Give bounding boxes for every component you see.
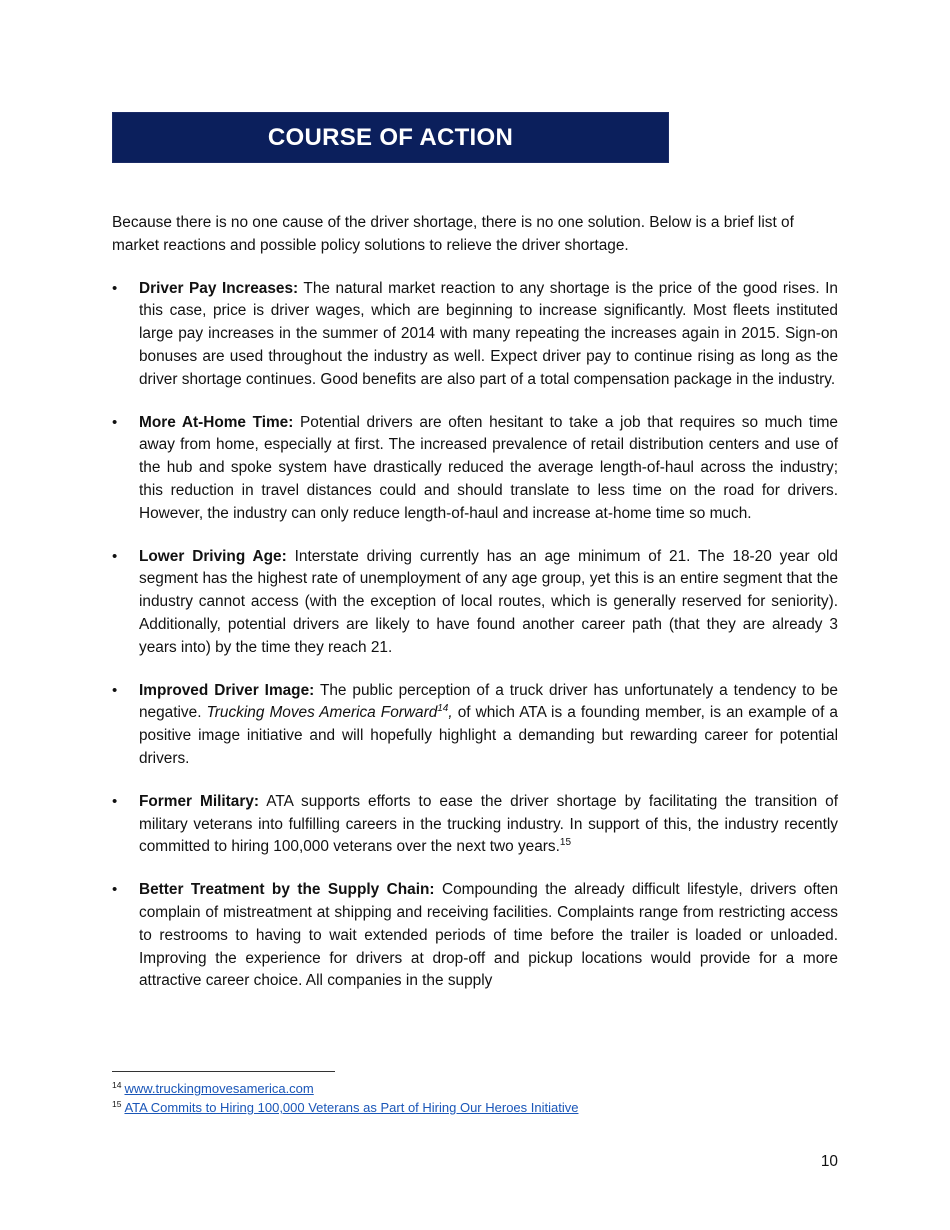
bullet-icon: • — [112, 413, 118, 431]
bullet-text: Interstate driving currently has an age minimum of 21. The 18-20 year old segment has the highest rate of unemployment of any age group, yet this is an entire segment that the industry cannot access (with the exception of local routes, which is generally reserved for seniority). Additionally, potential drivers are likely to have found another career path (that they are already 3 years into) by the time they reach 21. — [139, 547, 838, 656]
section-header-banner — [112, 112, 669, 163]
footnote-divider — [112, 1071, 335, 1072]
bullet-item-former-military — [112, 791, 838, 859]
bullet-item-driver-pay — [112, 278, 838, 392]
bullet-title: Better Treatment by the Supply Chain: — [139, 881, 435, 899]
italic-comma: , — [448, 704, 453, 722]
bullet-text: Potential drivers are often hesitant to take a job that requires so much time away from home, especially at first. The increased prevalence of retail distribution centers and use of the hub and spoke system have drastically reduced the average length-of-haul across the industry; this reduction in travel distances could and should translate to less time on the road for drivers. However, the industry can only reduce length-of-haul and increase at-home time so much. — [139, 413, 838, 522]
intro-paragraph: Because there is no one cause of the driver shortage, there is no one solution. Below is a brief list of market reactions and possible policy solutions to relieve the driver shortage. — [112, 214, 794, 254]
main-content — [112, 212, 838, 1013]
footnote-14 — [112, 1079, 838, 1098]
bullet-title: Lower Driving Age: — [139, 547, 287, 565]
bullet-text: Compounding the already difficult lifestyle, drivers often complain of mistreatment at shipping and receiving facilities. Complaints range from restricting access to restrooms to having to wait extended periods of time before the trailer is loaded or unloaded. Improving the experience for drivers at drop-off and pickup locations would provide for a more attractive career choice. All companies in the supply — [139, 881, 839, 990]
bullet-icon: • — [112, 881, 118, 899]
bullet-title: Former Military: — [139, 792, 260, 810]
bullet-title: Driver Pay Increases: — [139, 279, 299, 297]
bullet-icon: • — [112, 792, 118, 810]
bullet-text: The public perception of a truck driver has unfortunately a tendency to be negative. — [139, 681, 838, 722]
bullet-icon: • — [112, 547, 118, 565]
bullet-text-continued: of which ATA is a founding member, is an example of a positive image initiative and will hopefully highlight a demanding but rewarding career for potential drivers. — [139, 704, 838, 767]
footnotes — [112, 1079, 838, 1117]
bullet-icon: • — [112, 681, 118, 699]
italic-initiative-name: Trucking Moves America Forward — [206, 704, 438, 722]
bullet-title: More At-Home Time: — [139, 413, 294, 431]
footnote-link-trucking-moves-america[interactable]: www.truckingmovesamerica.com — [124, 1081, 314, 1096]
footnote-reference-14[interactable]: 14 — [437, 703, 449, 715]
bullet-item-supply-chain — [112, 879, 838, 993]
bullet-item-driver-image — [112, 680, 838, 771]
page-number: 10 — [820, 1153, 838, 1170]
footnote-number: 14 — [112, 1079, 122, 1090]
bullet-icon: • — [112, 279, 118, 297]
bullet-item-at-home-time — [112, 412, 838, 526]
bullet-text: ATA supports efforts to ease the driver shortage by facilitating the transition of military veterans into fulfilling careers in the trucking industry. In support of this, the industry recently committed to hiring 100,000 veterans over the next two years. — [139, 792, 838, 856]
footnote-link-hiring-our-heroes[interactable]: ATA Commits to Hiring 100,000 Veterans as Part of Hiring Our Heroes Initiative — [124, 1100, 579, 1115]
bullet-text: The natural market reaction to any shortage is the price of the good rises. In this case, price is driver wages, which are beginning to increase significantly. Most fleets instituted large pay increases in the summer of 2014 with many repeating the increases again in 2015. Sign-on bonuses are used throughout the industry as well. Expect driver pay to continue rising as long as the driver shortage continues. Good benefits are also part of a total compensation package in the industry. — [139, 279, 838, 388]
footnote-15 — [112, 1098, 838, 1117]
bullet-title: Improved Driver Image: — [139, 681, 315, 699]
section-title: COURSE OF ACTION — [267, 123, 514, 151]
footnote-number: 15 — [112, 1098, 122, 1109]
bullet-item-driving-age — [112, 546, 838, 660]
bullet-list — [112, 278, 838, 994]
footnote-reference-15[interactable]: 15 — [559, 837, 572, 849]
